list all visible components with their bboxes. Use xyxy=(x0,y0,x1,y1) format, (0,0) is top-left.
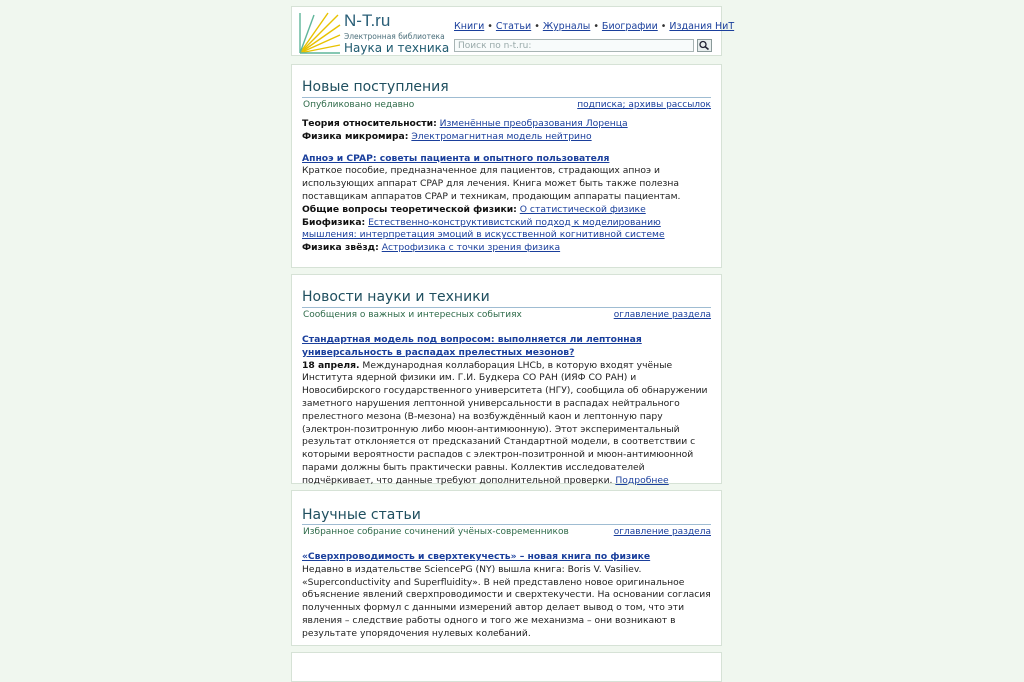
nav-nit-editions[interactable]: Издания НиТ xyxy=(669,21,735,32)
news-body: Международная коллаборация LHCb, в которую входят учёные Института ядерной физики им. Г.И. Будкера СО РАН (ИЯФ СО РАН) и Новосибирского государственного университета (НГУ), сообщила об обнаружении заметного нарушения лептонной универсальности в распадах нейтрального прелестного мезона (B-мезона) на возбуждённый каон и лептонную пару (электрон-позитронную либо мюон-антимюонную). Этот экспериментальный результат отклоняется от предсказаний Стандартной модели, в соответствии с которыми вероятности распадов с электрон-позитронной и мюон-антимюонной парами должны быть практически равны. Коллектив исследователей подчёркивает, что данные требуют дополнительной проверки. xyxy=(302,359,708,486)
search-input[interactable]: Поиск по n-t.ru: xyxy=(454,39,694,52)
item-label: Физика звёзд: xyxy=(302,242,379,254)
section-divider xyxy=(302,97,711,98)
nav-journals[interactable]: Журналы xyxy=(542,21,591,32)
item-link[interactable]: Электромагнитная модель нейтрино xyxy=(411,130,592,142)
logo-name: Наука и техника xyxy=(344,41,450,55)
article-headline-link[interactable]: «Сверхпроводимость и сверхтекучесть» – новая книга по физике xyxy=(302,551,651,562)
section-contents-link[interactable]: оглавление раздела xyxy=(613,310,711,320)
next-section-partial xyxy=(291,652,722,682)
section-title: Научные статьи xyxy=(302,507,421,523)
item-label: Общие вопросы теоретической физики: xyxy=(302,203,517,215)
subtitle-text: Сообщения о важных и интересных событиях xyxy=(303,310,522,320)
section-contents-link[interactable]: оглавление раздела xyxy=(613,527,711,537)
item-link[interactable]: Естественно-конструктивистский подход к моделированию мышления: интерпретация эмоций в искусственной когнитивной системе xyxy=(302,216,665,241)
logo-title: N-T.ru xyxy=(344,11,391,30)
item-label: Физика микромира: xyxy=(302,130,409,142)
list-item xyxy=(302,204,711,217)
new-arrivals-section xyxy=(291,64,722,268)
news-text xyxy=(302,360,711,488)
article-text: Недавно в издательстве SciencePG (NY) вышла книга: Boris V. Vasiliev. «Superconductivity and Superfluidity». В ней представлено новое оригинальное объяснение явлений сверхпроводимости и сверхтекучести. На основании согласия полученных формул с данными измерений автор делает вывод о том, что эти явления – следствие работы одного и того же механизма – они возникают в результате упорядочения нулевых колебаний. xyxy=(302,563,711,639)
item-link[interactable]: Изменённые преобразования Лоренца xyxy=(439,118,628,129)
site-header xyxy=(291,6,735,56)
read-more-link[interactable]: Подробнее xyxy=(615,474,669,486)
logo-subtitle: Электронная библиотека xyxy=(344,32,445,41)
subtitle-text: Избранное собрание сочинений учёных-современников xyxy=(303,527,569,537)
item-link[interactable]: О статистической физике xyxy=(519,203,646,215)
news-headline-link[interactable]: Стандартная модель под вопросом: выполняется ли лептонная универсальность в распадах прелестных мезонов? xyxy=(302,334,642,358)
list-item xyxy=(302,118,711,131)
feature-description: Краткое пособие, предназначенное для пациентов, страдающих апноэ и использующих аппарат CPAP для лечения. Книга может быть также полезна поставщикам аппаратов CPAP и техникам, продающим аппараты пациентам. xyxy=(302,165,681,202)
list-item xyxy=(302,242,711,255)
search-button[interactable] xyxy=(697,39,712,52)
section-divider xyxy=(302,307,711,308)
search-icon xyxy=(698,40,711,51)
logo-rays-icon xyxy=(298,11,342,55)
nav-books[interactable]: Книги xyxy=(454,21,485,32)
list-item xyxy=(302,131,711,144)
articles-section xyxy=(291,490,722,646)
section-subtitle xyxy=(303,310,711,320)
site-logo[interactable] xyxy=(298,11,448,55)
item-label: Биофизика: xyxy=(302,216,366,228)
top-navigation: Книги • Статьи • Журналы • Биографии • Издания НиТ xyxy=(454,21,735,32)
subscription-link[interactable]: подписка; архивы рассылок xyxy=(577,100,711,110)
section-title: Новости науки и техники xyxy=(302,289,490,305)
news-date: 18 апреля. xyxy=(302,359,360,371)
section-subtitle xyxy=(303,100,711,110)
nav-biographies[interactable]: Биографии xyxy=(601,21,658,32)
articles-content xyxy=(302,551,711,641)
item-label: Теория относительности: xyxy=(302,118,437,129)
new-arrivals-content xyxy=(302,118,711,255)
section-subtitle xyxy=(303,527,711,537)
section-title: Новые поступления xyxy=(302,79,449,95)
section-divider xyxy=(302,524,711,525)
news-content xyxy=(302,334,711,488)
subtitle-text: Опубликовано недавно xyxy=(303,100,415,110)
list-item xyxy=(302,217,711,243)
item-link[interactable]: Астрофизика с точки зрения физика xyxy=(381,242,561,254)
feature-link[interactable]: Апноэ и CPAP: советы пациента и опытного пользователя xyxy=(302,152,610,164)
nav-articles[interactable]: Статьи xyxy=(495,21,532,32)
news-section xyxy=(291,274,722,484)
